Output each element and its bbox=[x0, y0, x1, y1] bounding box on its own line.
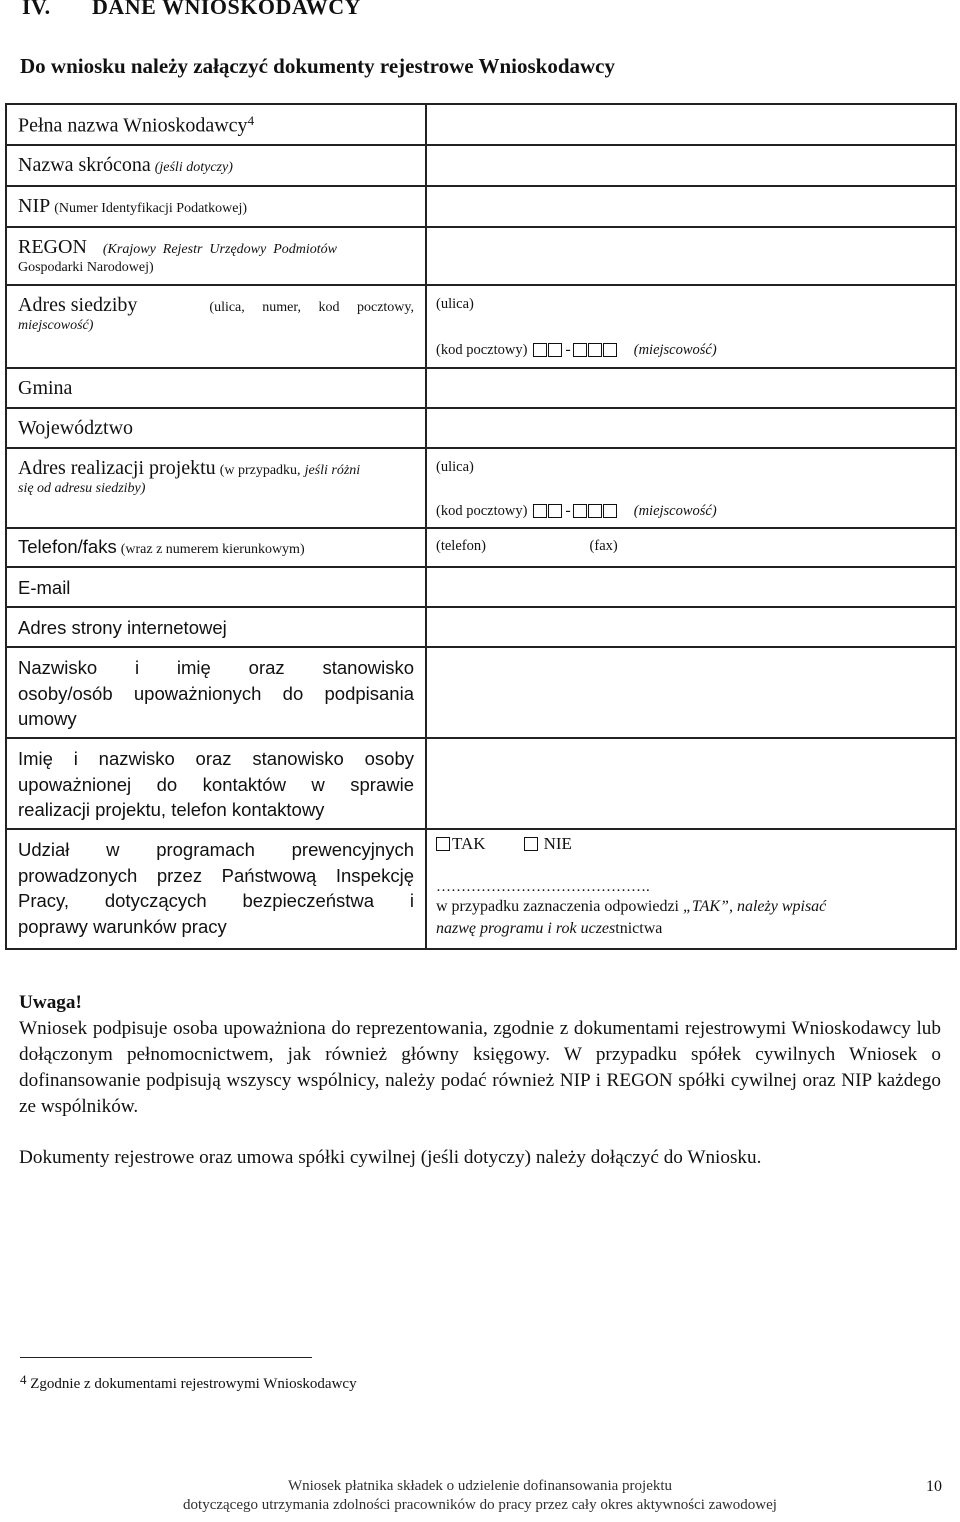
programs-label-cell bbox=[6, 829, 426, 949]
short-name-label-cell bbox=[6, 145, 426, 186]
regon-label-cell bbox=[6, 227, 426, 285]
programs-label-line1: Udział w programach prewencyjnych bbox=[18, 839, 414, 860]
applicant-data-table bbox=[5, 103, 957, 950]
table-row bbox=[6, 829, 956, 949]
footnote-text: Zgodnie z dokumentami rejestrowymi Wnioskodawcy bbox=[30, 1376, 357, 1392]
checkbox-digit[interactable] bbox=[588, 504, 602, 518]
seat-street-label: (ulica) bbox=[436, 296, 474, 312]
seat-address-label-cell bbox=[6, 285, 426, 368]
seat-address-note-line1: (ulica, numer, kod pocztowy, bbox=[209, 300, 414, 315]
seat-postal-code-input[interactable] bbox=[533, 341, 617, 359]
gmina-label-cell bbox=[6, 368, 426, 408]
checkbox-digit[interactable] bbox=[548, 343, 562, 357]
full-name-label-cell bbox=[6, 104, 426, 145]
table-row bbox=[6, 647, 956, 738]
signatory-label-line2: osoby/osób upoważnionych do podpisania bbox=[18, 682, 414, 704]
project-city-label: (miejscowość) bbox=[633, 502, 717, 519]
project-address-field[interactable] bbox=[426, 448, 956, 528]
signatory-label-line3: umowy bbox=[18, 708, 77, 729]
contact-label-line2: upoważnionej do kontaktów w sprawie bbox=[18, 773, 414, 795]
checkbox-digit[interactable] bbox=[603, 504, 617, 518]
warning-title: Uwaga! bbox=[19, 992, 82, 1013]
table-row bbox=[6, 528, 956, 567]
programs-name-input[interactable]: ……………………………………. bbox=[436, 879, 650, 895]
nip-label-cell bbox=[6, 186, 426, 227]
table-row bbox=[6, 285, 956, 368]
phone-field[interactable] bbox=[426, 528, 956, 567]
checkbox-digit[interactable] bbox=[533, 504, 547, 518]
yes-label: TAK bbox=[452, 834, 486, 853]
table-row bbox=[6, 145, 956, 186]
footnote-number: 4 bbox=[20, 1372, 27, 1387]
voivodeship-label: Województwo bbox=[18, 417, 134, 439]
section-subtitle: Do wniosku należy załączyć dokumenty rejestrowe Wnioskodawcy bbox=[20, 54, 615, 78]
seat-postal-row bbox=[436, 341, 946, 359]
signatory-label-cell bbox=[6, 647, 426, 738]
full-name-label: Pełna nazwa Wnioskodawcy bbox=[18, 114, 248, 137]
signatory-label-line1: Nazwisko i imię oraz stanowisko bbox=[18, 657, 414, 678]
seat-address-field[interactable] bbox=[426, 285, 956, 368]
programs-hint-text2: nazwę programu i rok uczes bbox=[436, 920, 616, 937]
section-number: IV. bbox=[22, 0, 51, 19]
seat-address-note-line2: miejscowość) bbox=[18, 318, 94, 333]
voivodeship-field[interactable] bbox=[426, 408, 956, 448]
footer-line2: dotyczącego utrzymania zdolności pracowników do pracy przez cały okres aktywności zawodowej bbox=[183, 1497, 777, 1513]
postal-dash: - bbox=[565, 502, 571, 519]
footer-line1: Wniosek płatnika składek o udzielenie dofinansowania projektu bbox=[287, 1478, 673, 1494]
checkbox-digit[interactable] bbox=[573, 504, 587, 518]
fax-sub-label: (fax) bbox=[589, 538, 618, 554]
page-number: 10 bbox=[926, 1478, 942, 1495]
project-address-label-cell bbox=[6, 448, 426, 528]
regon-note-line2: Gospodarki Narodowej) bbox=[18, 260, 154, 275]
programs-hint-tak: „TAK”, należy wpisać bbox=[683, 898, 827, 915]
no-checkbox[interactable] bbox=[524, 837, 538, 851]
table-row bbox=[6, 408, 956, 448]
short-name-field[interactable] bbox=[426, 145, 956, 186]
seat-address-label: Adres siedziby bbox=[18, 294, 138, 316]
regon-field[interactable] bbox=[426, 227, 956, 285]
table-row bbox=[6, 607, 956, 647]
regon-note-line1: (Krajowy Rejestr Urzędowy Podmiotów bbox=[102, 242, 337, 257]
website-field[interactable] bbox=[426, 607, 956, 647]
table-row bbox=[6, 227, 956, 285]
short-name-label: Nazwa skrócona bbox=[18, 154, 151, 176]
footnote-ref: 4 bbox=[247, 113, 255, 128]
contact-field[interactable] bbox=[426, 738, 956, 829]
phone-label-cell bbox=[6, 528, 426, 567]
yes-checkbox[interactable] bbox=[436, 837, 450, 851]
voivodeship-label-cell bbox=[6, 408, 426, 448]
programs-choice-row bbox=[436, 834, 946, 854]
table-row bbox=[6, 567, 956, 607]
programs-hint-text1: w przypadku zaznaczenia odpowiedzi bbox=[436, 898, 683, 915]
phone-sub-label: (telefon) bbox=[436, 538, 486, 554]
project-address-note-line1b: jeśli różni bbox=[304, 463, 361, 478]
short-name-note: (jeśli dotyczy) bbox=[154, 160, 233, 175]
project-address-note-line1: (w przypadku, bbox=[219, 463, 301, 478]
contact-label-line1: Imię i nazwisko oraz stanowisko osoby bbox=[18, 748, 414, 769]
gmina-label: Gmina bbox=[18, 377, 73, 399]
programs-label-line4: poprawy warunków pracy bbox=[18, 915, 227, 937]
nip-field[interactable] bbox=[426, 186, 956, 227]
project-address-note-line2: się od adresu siedziby) bbox=[18, 481, 146, 496]
programs-label-line3: Pracy, dotyczących bezpieczeństwa i bbox=[18, 890, 414, 911]
warning-paragraph-1: Wniosek podpisuje osoba upoważniona do reprezentowania, zgodnie z dokumentami rejestrowymi Wnioskodawcy lub dołączonym pełnomocnictwem, jak również główny księgowy. W przypadku spółek cywilnych Wniosek o dofinansowanie podpisują wszyscy wspólnicy, należy podać również NIP i REGON spółki cywilnej oraz NIP każdego ze wspólników. bbox=[19, 1018, 941, 1117]
checkbox-digit[interactable] bbox=[573, 343, 587, 357]
table-row bbox=[6, 738, 956, 829]
checkbox-digit[interactable] bbox=[603, 343, 617, 357]
project-postal-label: (kod pocztowy) bbox=[436, 502, 528, 519]
regon-label: REGON bbox=[18, 236, 87, 258]
email-field[interactable] bbox=[426, 567, 956, 607]
contact-label-cell bbox=[6, 738, 426, 829]
project-postal-code-input[interactable] bbox=[533, 502, 617, 520]
footnote-separator bbox=[20, 1357, 312, 1358]
no-label: NIE bbox=[543, 834, 572, 853]
table-row bbox=[6, 186, 956, 227]
contact-label-line3: realizacji projektu, telefon kontaktowy bbox=[18, 799, 325, 820]
programs-hint-text3: tnictwa bbox=[615, 920, 663, 937]
website-label: Adres strony internetowej bbox=[18, 617, 227, 638]
seat-city-label: (miejscowość) bbox=[633, 341, 717, 358]
checkbox-digit[interactable] bbox=[533, 343, 547, 357]
project-address-label: Adres realizacji projektu bbox=[18, 457, 216, 479]
table-row bbox=[6, 448, 956, 528]
project-street-label: (ulica) bbox=[436, 459, 474, 475]
full-name-field[interactable] bbox=[426, 104, 956, 145]
nip-label: NIP bbox=[18, 195, 51, 217]
project-postal-row bbox=[436, 502, 946, 520]
programs-field bbox=[426, 829, 956, 949]
postal-dash: - bbox=[565, 341, 571, 358]
section-title: DANE WNIOSKODAWCY bbox=[92, 0, 362, 19]
gmina-field[interactable] bbox=[426, 368, 956, 408]
checkbox-digit[interactable] bbox=[548, 504, 562, 518]
programs-hint bbox=[436, 896, 946, 940]
phone-label: Telefon/faks bbox=[18, 536, 117, 557]
checkbox-digit[interactable] bbox=[588, 343, 602, 357]
section-heading bbox=[22, 0, 361, 20]
website-label-cell bbox=[6, 607, 426, 647]
warning-paragraph-2: Dokumenty rejestrowe oraz umowa spółki cywilnej (jeśli dotyczy) należy dołączyć do Wniosku. bbox=[19, 1147, 762, 1168]
table-row bbox=[6, 104, 956, 145]
table-row bbox=[6, 368, 956, 408]
signatory-field[interactable] bbox=[426, 647, 956, 738]
phone-note: (wraz z numerem kierunkowym) bbox=[120, 542, 305, 557]
email-label-cell bbox=[6, 567, 426, 607]
programs-label-line2: prowadzonych przez Państwową Inspekcję bbox=[18, 864, 414, 886]
footnote bbox=[20, 1372, 357, 1393]
nip-note: (Numer Identyfikacji Podatkowej) bbox=[54, 201, 248, 216]
email-label: E-mail bbox=[18, 577, 71, 598]
seat-postal-label: (kod pocztowy) bbox=[436, 341, 528, 358]
